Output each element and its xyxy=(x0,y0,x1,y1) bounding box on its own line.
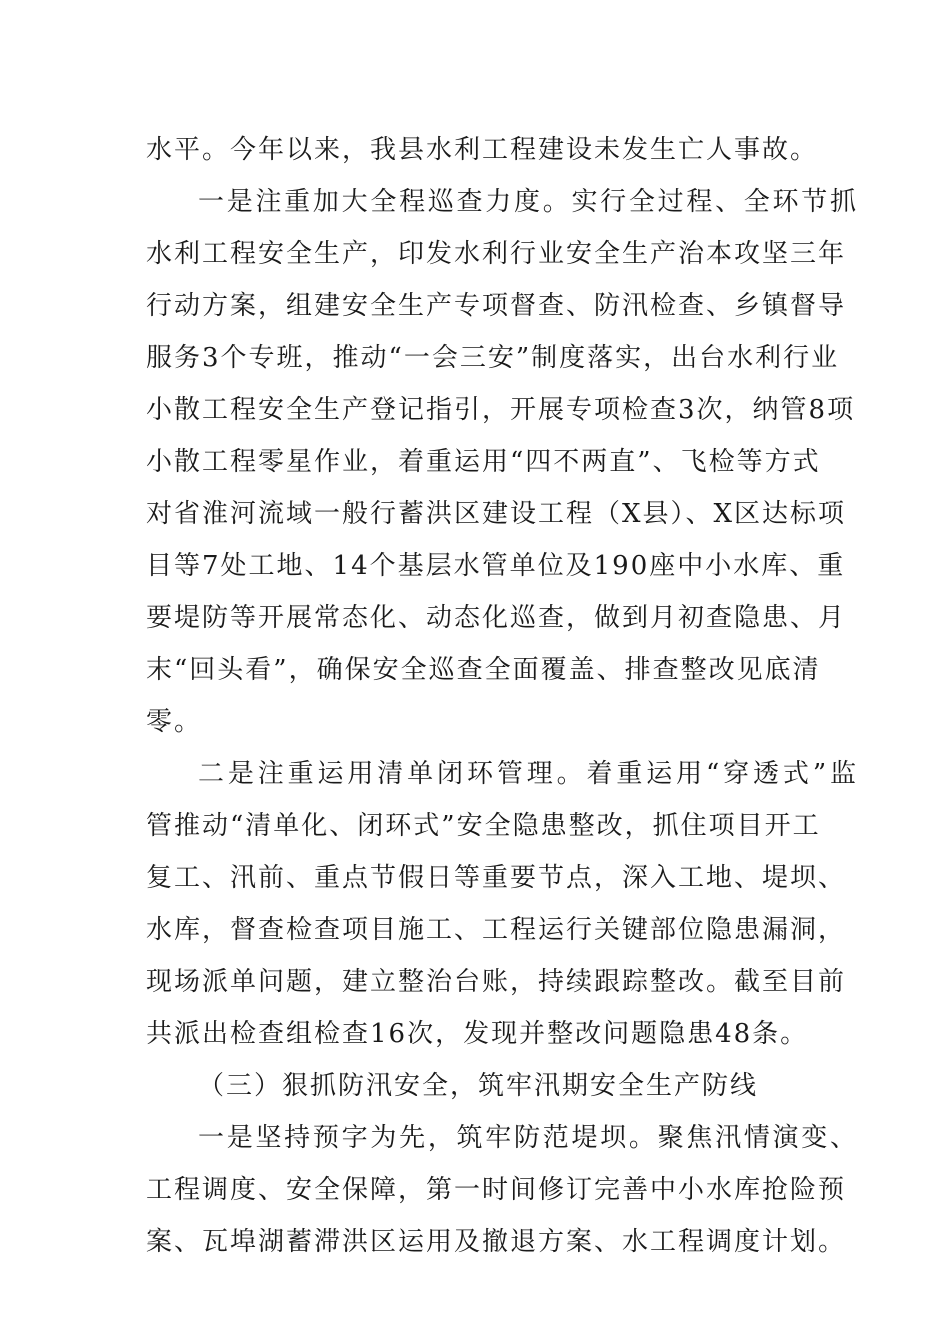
paragraph-2-first-line: 二是注重运用清单闭环管理。着重运用“穿透式”监 xyxy=(198,759,858,789)
text-line: 对省淮河流域一般行蓄洪区建设工程（X县）、X区达标项 xyxy=(146,499,847,529)
text-line: 工程调度、安全保障，第一时间修订完善中小水库抢险预 xyxy=(146,1175,847,1205)
paragraph-3-first-line: 一是坚持预字为先，筑牢防范堤坝。聚焦汛情演变、 xyxy=(198,1123,858,1153)
text-line: 小散工程安全生产登记指引，开展专项检查3次，纳管8项 xyxy=(146,395,856,425)
text-line: 案、瓦埠湖蓄滞洪区运用及撤退方案、水工程调度计划。 xyxy=(146,1227,847,1257)
text-line: 水库，督查检查项目施工、工程运行关键部位隐患漏洞， xyxy=(146,915,847,945)
text-line: 水利工程安全生产，印发水利行业安全生产治本攻坚三年 xyxy=(146,239,847,269)
section-heading: （三）狠抓防汛安全，筑牢汛期安全生产防线 xyxy=(198,1071,759,1101)
text-line: 共派出检查组检查16次，发现并整改问题隐患48条。 xyxy=(146,1019,809,1049)
text-line: 复工、汛前、重点节假日等重要节点，深入工地、堤坝、 xyxy=(146,863,847,893)
text-line: 行动方案，组建安全生产专项督查、防汛检查、乡镇督导 xyxy=(146,291,847,321)
text-line: 现场派单问题，建立整治台账，持续跟踪整改。截至目前 xyxy=(146,967,847,997)
text-line: 水平。今年以来，我县水利工程建设未发生亡人事故。 xyxy=(146,135,819,165)
text-line: 小散工程零星作业，着重运用“四不两直”、飞检等方式 xyxy=(146,447,821,477)
text-line: 目等7处工地、14个基层水管单位及190座中小水库、重 xyxy=(146,551,846,581)
text-line: 要堤防等开展常态化、动态化巡查，做到月初查隐患、月 xyxy=(146,603,847,633)
text-line: 服务3个专班，推动“一会三安”制度落实，出台水利行业 xyxy=(146,343,840,373)
paragraph-1-first-line: 一是注重加大全程巡查力度。实行全过程、全环节抓 xyxy=(198,187,858,217)
text-line: 零。 xyxy=(146,707,203,737)
text-line: 末“回头看”，确保安全巡查全面覆盖、排查整改见底清 xyxy=(146,655,821,685)
text-line: 管推动“清单化、闭环式”安全隐患整改，抓住项目开工 xyxy=(146,811,821,841)
